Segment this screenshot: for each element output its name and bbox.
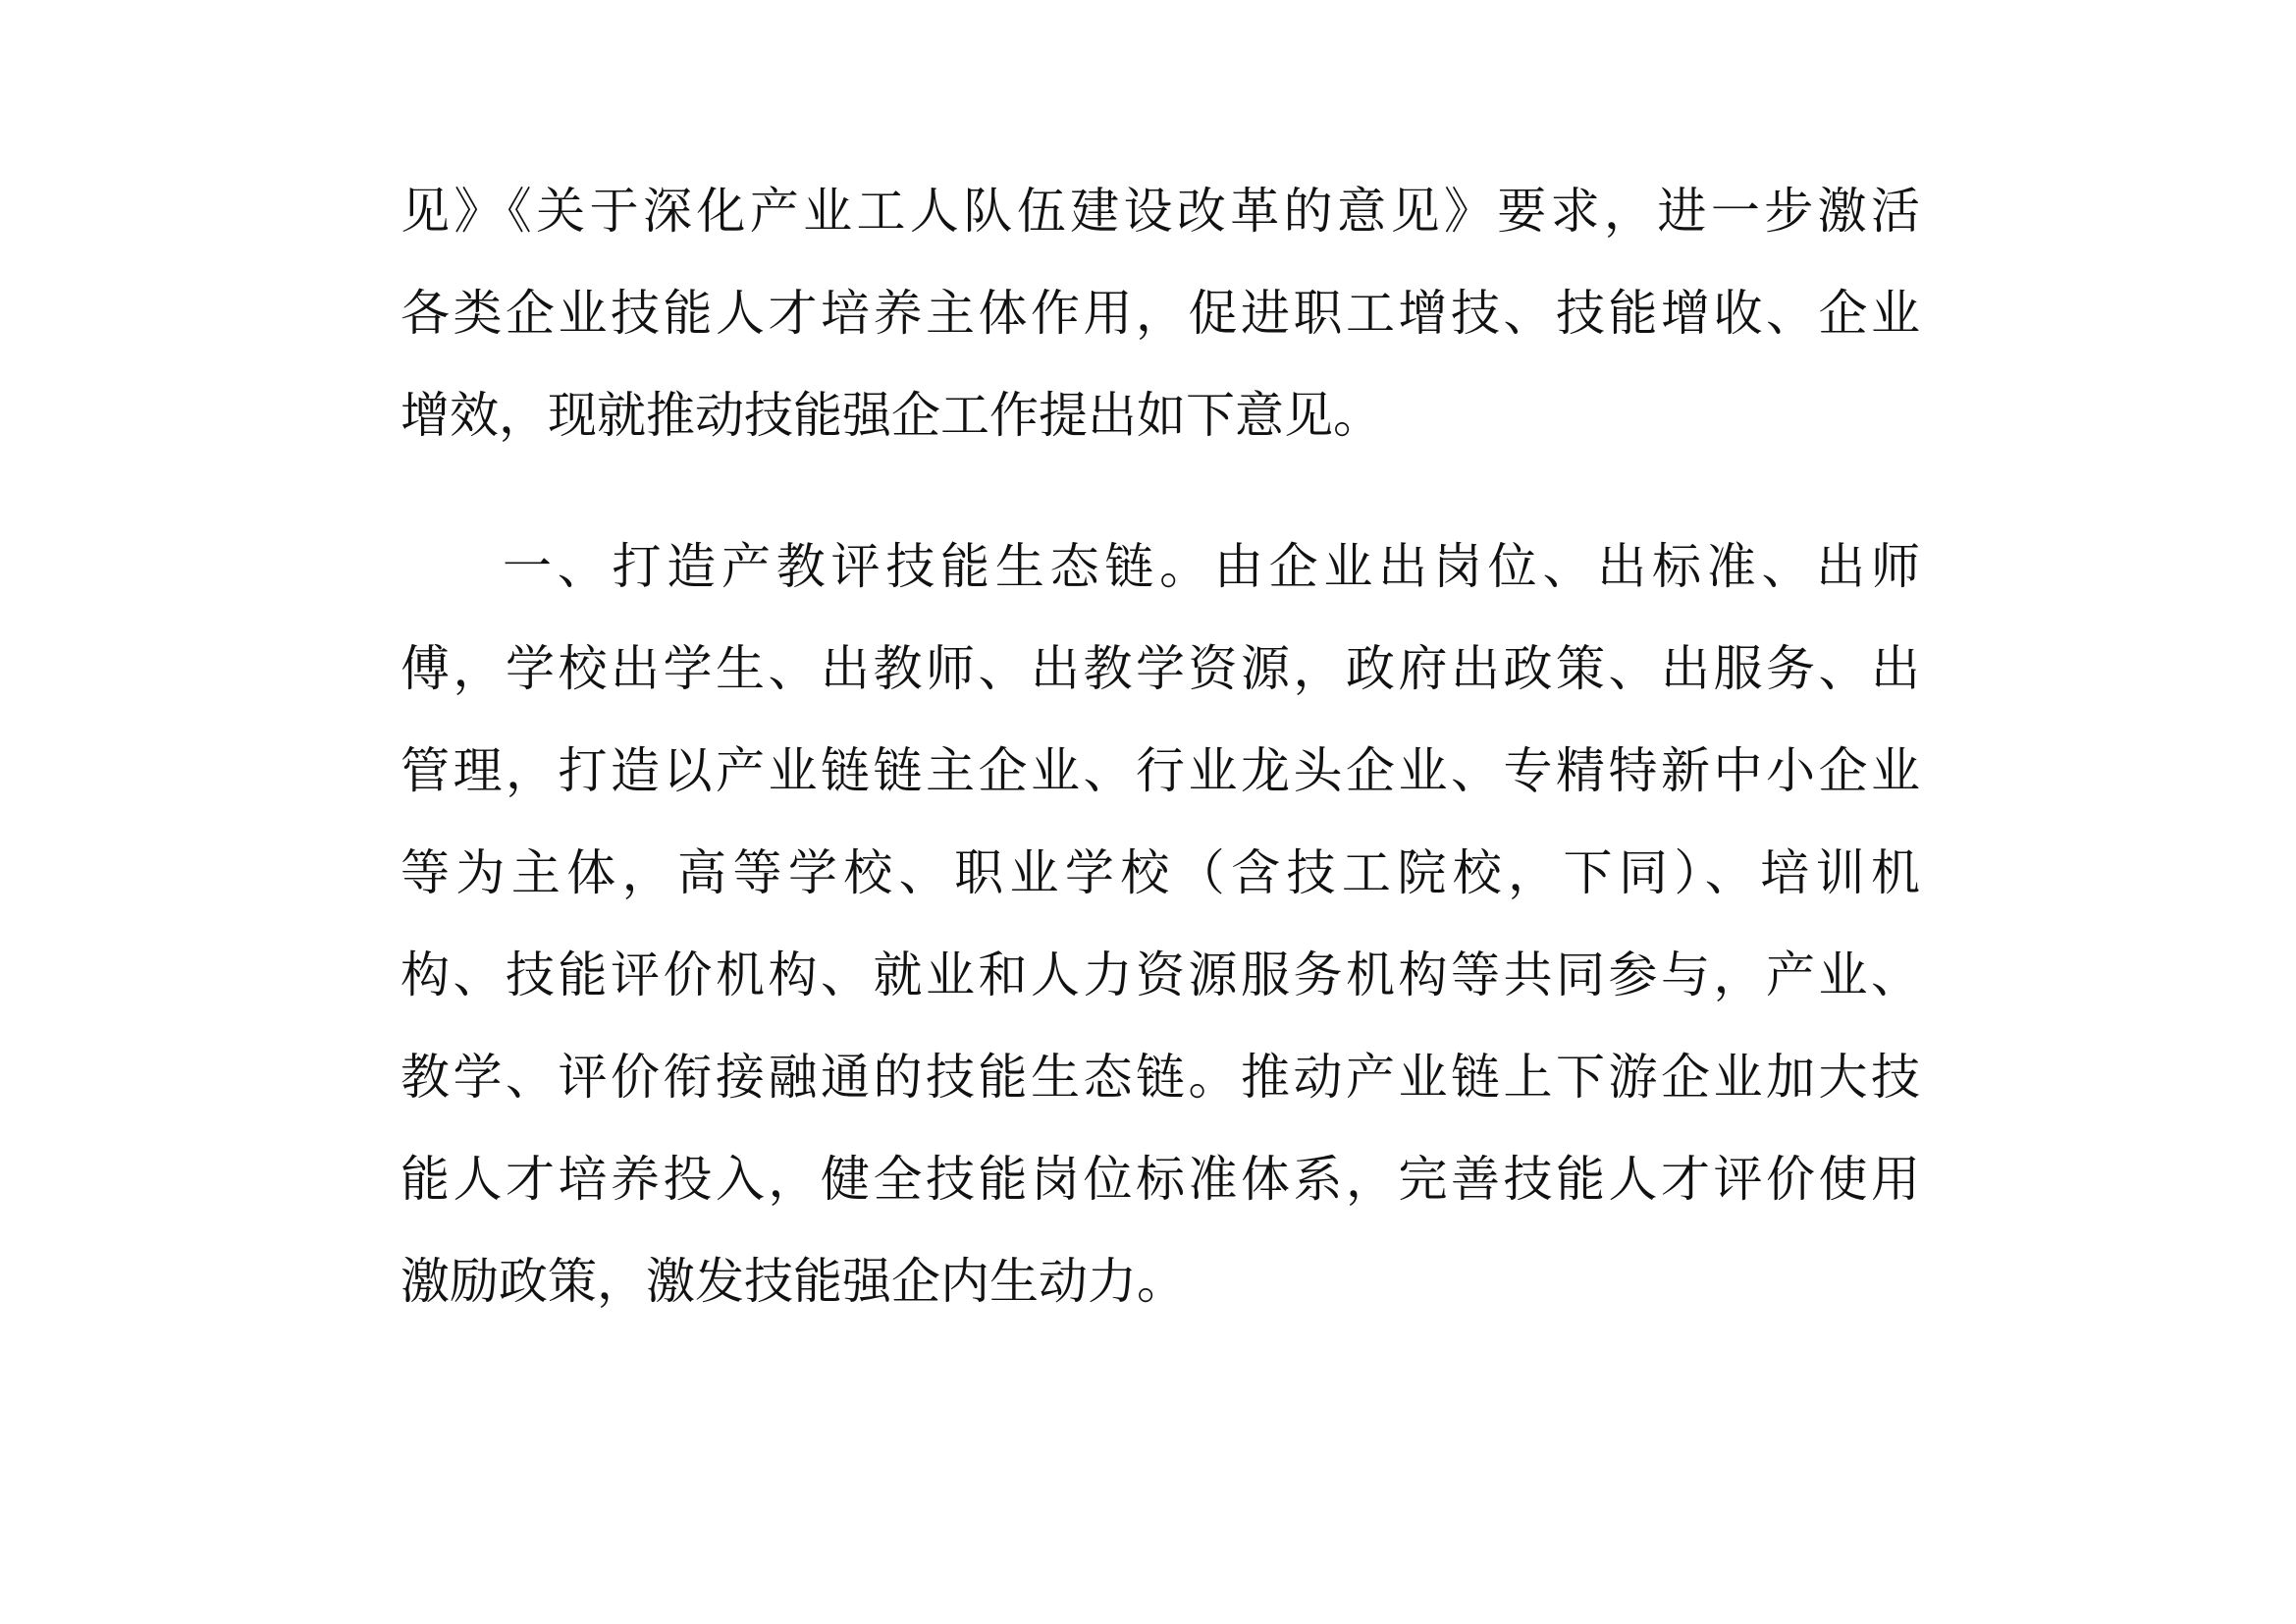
text-line: 见》《关于深化产业工人队伍建设改革的意见》要求，进一步激活 <box>400 183 1920 240</box>
text-line: 等为主体，高等学校、职业学校（含技工院校，下同）、培训机 <box>400 844 1920 901</box>
text-line: 教学、评价衔接融通的技能生态链。推动产业链上下游企业加大技 <box>400 1049 1920 1106</box>
text-line: 傅，学校出学生、出教师、出教学资源，政府出政策、出服务、出 <box>400 640 1920 697</box>
text-line: 增效，现就推动技能强企工作提出如下意见。 <box>400 387 1382 444</box>
text-line: 管理，打造以产业链链主企业、行业龙头企业、专精特新中小企业 <box>400 742 1920 799</box>
text-line: 能人才培养投入，健全技能岗位标准体系，完善技能人才评价使用 <box>400 1151 1920 1208</box>
paragraph-section-one <box>400 515 1920 1332</box>
text-line: 构、技能评价机构、就业和人力资源服务机构等共同参与，产业、 <box>400 947 1920 1003</box>
section-heading-line: 一、打造产教评技能生态链。由企业出岗位、出标准、出师 <box>503 538 1920 595</box>
text-line: 各类企业技能人才培养主体作用，促进职工增技、技能增收、企业 <box>400 285 1920 342</box>
paragraph-intro <box>400 160 1920 466</box>
text-line: 激励政策，激发技能强企内生动力。 <box>400 1253 1186 1310</box>
